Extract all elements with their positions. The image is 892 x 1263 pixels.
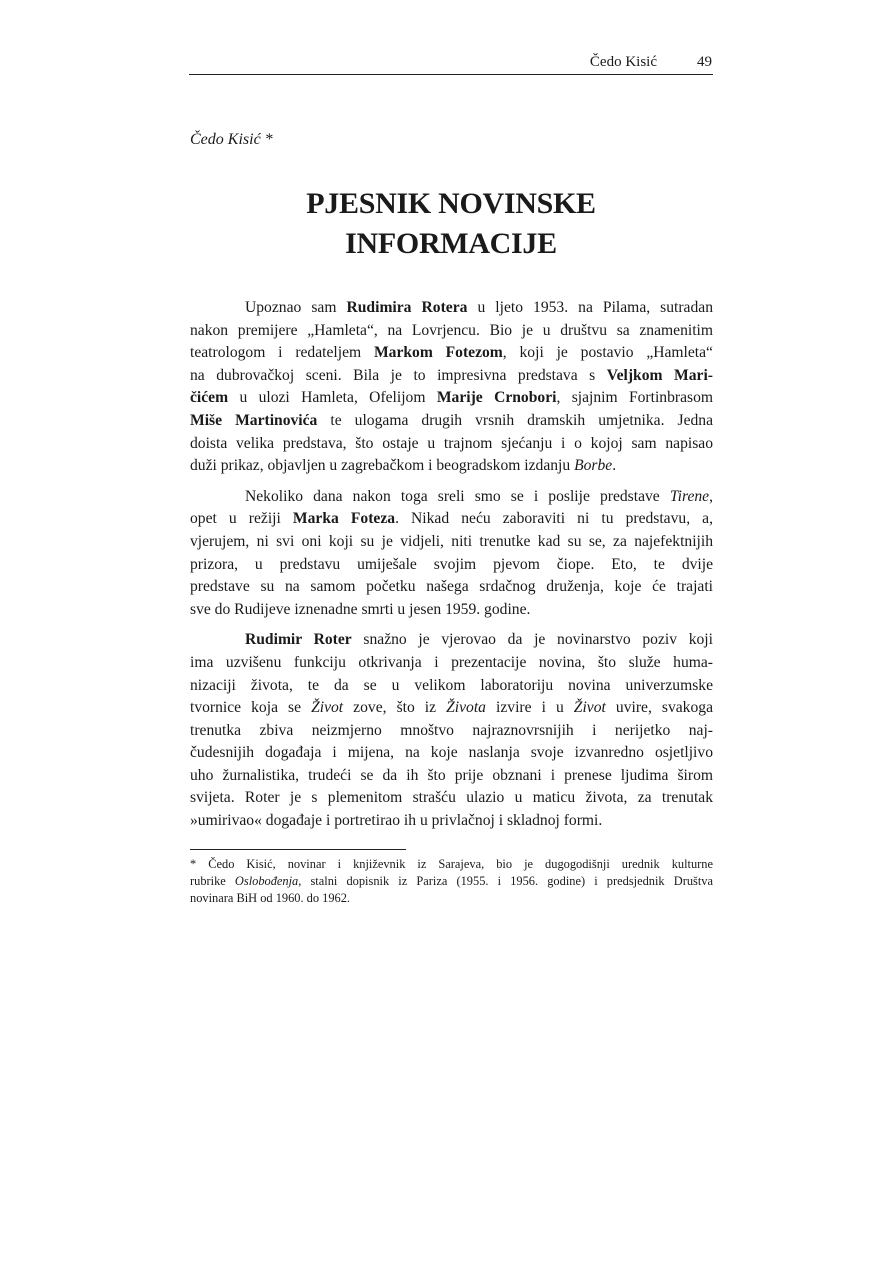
text-line	[190, 455, 713, 478]
text-run: , koji je postavio „Hamleta“	[502, 344, 713, 362]
title-line-1: PJESNIK NOVINSKE	[306, 187, 596, 220]
text-run: predstave su na samom početku našega srdačnog druženja, koje će trajati	[190, 578, 713, 596]
text-run: uvire, svakoga	[605, 699, 713, 717]
text-line	[190, 387, 713, 410]
text-run: teatrologom i redateljem	[190, 344, 374, 362]
article-title	[189, 184, 713, 264]
text-line	[190, 742, 713, 765]
text-line	[190, 508, 713, 531]
text-run: uho žurnalistika, trudeći se da ih što prije obznani i prenese ljudima širom	[190, 766, 713, 784]
text-run: prizora, u predstavu umiješale svojim pjevom čiope. Eto, te dvije	[190, 555, 713, 573]
text-run: doista velika predstava, što ostaje u trajnom sjećanju i o kojoj sam napisao	[190, 434, 713, 452]
text-run: Upoznao sam	[245, 299, 347, 316]
text-run: zove, što iz	[343, 699, 447, 717]
title-line-2: INFORMACIJE	[345, 227, 557, 260]
text-run: u ulozi Hamleta, Ofelijom	[228, 389, 437, 407]
text-line	[190, 599, 713, 622]
italic-title: Život	[573, 699, 606, 717]
footnote-separator	[190, 849, 406, 850]
text-run: svijeta. Roter je s plemenitom strašću ulazio u maticu života, za trenutak	[190, 789, 713, 807]
text-run: čudesnijih događaja i mijena, na koje naslanja svoje izvanredno osjetljivo	[190, 744, 713, 762]
header-author: Čedo Kisić	[589, 54, 657, 70]
bold-name: Markom Fotezom	[373, 344, 503, 362]
text-line	[190, 720, 713, 743]
text-run: sve do Rudijeve iznenadne smrti u jesen 1959. godine.	[190, 600, 531, 618]
italic-title: Život	[311, 699, 344, 717]
italic-title: Života	[446, 699, 486, 717]
text-line	[190, 531, 713, 554]
text-run: nizaciji života, te da se u velikom laboratoriju novina univerzumske	[190, 676, 713, 694]
text-line	[190, 554, 713, 577]
page-number: 49	[697, 54, 712, 70]
bold-name: Rudimira Rotera	[346, 299, 468, 316]
bold-name: Miše Martinovića	[190, 411, 318, 429]
text-run: vjerujem, ni svi oni koji su je vidjeli, niti trenutke kad su se, za najefektnijih	[190, 532, 713, 550]
article-body	[190, 297, 713, 841]
bold-name: Rudimir Roter	[245, 631, 352, 649]
text-line	[190, 629, 713, 652]
italic-title: Oslobođenja	[234, 874, 299, 888]
bold-name: Marka Foteza	[292, 510, 396, 528]
text-line	[190, 320, 713, 343]
bold-name: čićem	[190, 389, 229, 407]
text-run: rubrike	[190, 874, 235, 888]
text-line	[190, 787, 713, 810]
text-line	[190, 297, 713, 320]
text-run: . Nikad neću zaboraviti ni tu predstavu, a,	[395, 510, 713, 528]
footnote	[190, 856, 713, 907]
text-run: izvire i u	[485, 699, 574, 717]
text-run: opet u režiji	[190, 510, 293, 528]
text-run: trenutka zbiva neizmjerno mnoštvo najraznovrsnijih i nerijetko naj-	[190, 721, 713, 739]
paragraph	[190, 297, 713, 478]
footnote-line	[190, 856, 713, 873]
text-run: * Čedo Kisić, novinar i književnik iz Sarajeva, bio je dugogodišnji urednik kulturne	[190, 857, 713, 871]
text-run: te ulogama drugih vrsnih dramskih umjetnika. Jedna	[317, 411, 714, 429]
footnote-line	[190, 873, 713, 890]
text-line	[190, 697, 713, 720]
text-run: ,	[709, 487, 713, 505]
text-line	[190, 675, 713, 698]
text-line	[190, 576, 713, 599]
text-run: Nekoliko dana nakon toga sreli smo se i poslije predstave	[245, 487, 670, 505]
text-run: »umirivao« događaje i portretirao ih u privlačnoj i skladnoj formi.	[190, 812, 603, 830]
paragraph	[190, 486, 713, 622]
text-line	[190, 410, 713, 433]
text-run: ima uzvišenu funkciju otkrivanja i prezentacije novina, što služe huma-	[190, 653, 713, 671]
text-line	[190, 652, 713, 675]
bold-name: Veljkom Mari-	[606, 366, 713, 384]
author-byline: Čedo Kisić *	[190, 131, 273, 148]
text-run: u ljeto 1953. na Pilama, sutradan	[467, 299, 713, 316]
text-line	[190, 810, 713, 833]
bold-name: Marije Crnobori	[436, 389, 557, 407]
italic-title: Tirene	[669, 487, 710, 505]
text-line	[190, 486, 713, 509]
text-line	[190, 365, 713, 388]
running-header	[189, 54, 713, 75]
paragraph	[190, 629, 713, 832]
text-run: , sjajnim Fortinbrasom	[556, 389, 713, 407]
text-run: tvornice koja se	[190, 699, 312, 717]
text-run: novinara BiH od 1960. do 1962.	[190, 891, 351, 905]
text-line	[190, 765, 713, 788]
footnote-line	[190, 890, 713, 907]
italic-title: Borbe	[574, 457, 613, 475]
text-line	[190, 342, 713, 365]
text-run: na dubrovačkoj sceni. Bila je to impresivna predstava s	[190, 366, 607, 384]
text-line	[190, 433, 713, 456]
text-run: .	[612, 457, 617, 475]
text-run: nakon premijere „Hamleta“, na Lovrjencu. Bio je u društvu sa znamenitim	[190, 321, 713, 339]
text-run: snažno je vjerovao da je novinarstvo poziv koji	[351, 631, 713, 649]
text-run: duži prikaz, objavljen u zagrebačkom i beogradskom izdanju	[190, 457, 575, 475]
text-run: , stalni dopisnik iz Pariza (1955. i 1956. godine) i predsjednik Društva	[298, 874, 713, 888]
